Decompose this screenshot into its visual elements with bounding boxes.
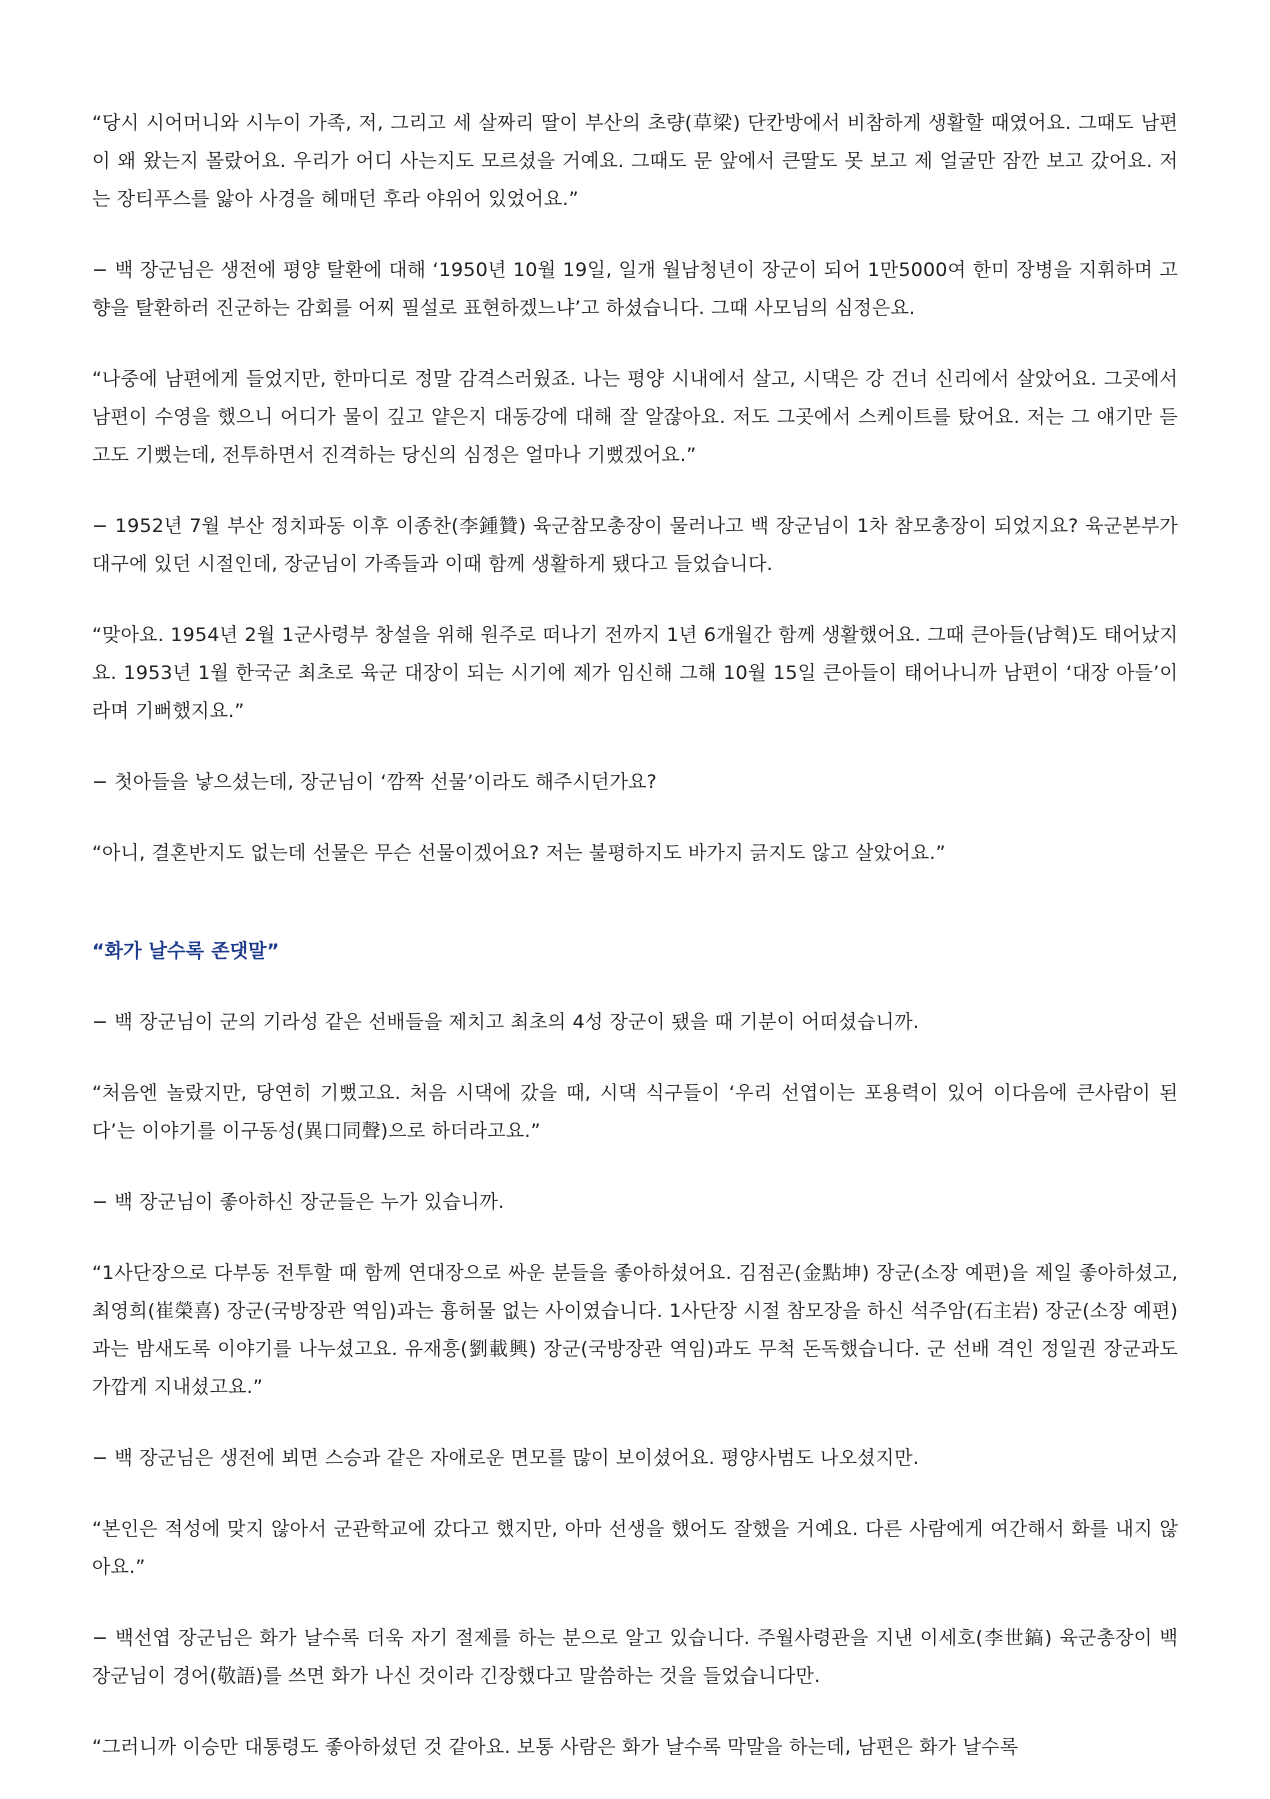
paragraph-answer-busan: “당시 시어머니와 시누이 가족, 저, 그리고 세 살짜리 딸이 부산의 초량(草梁) 단칸방에서 비참하게 생활할 때였어요. 그때도 남편이 왜 왔는지 몰랐어요. 우리가 어디 사는지도 모르셨을 거예요. 그때도 문 앞에서 큰딸도 못 보고 제 얼굴만 잠깐 보고 갔어요. 저는 장티푸스를 앓아 사경을 헤매던 후라 야위어 있었어요.” (92, 112, 1178, 210)
paragraph-answer-favorite-generals: “1사단장으로 다부동 전투할 때 함께 연대장으로 싸운 분들을 좋아하셨어요. 김점곤(金點坤) 장군(소장 예편)을 제일 좋아하셨고, 최영희(崔榮喜) 장군(국방장관 역임)과는 흉허물 없는 사이였습니다. 1사단장 시절 참모장을 하신 석주암(石主岩) 장군(소장 예편)과는 밤새도록 이야기를 나누셨고요. 유재흥(劉載興) 장군(국방장관 역임)과도 무척 돈독했습니다. 군 선배 격인 정일권 장군과도 가깝게 지내셨고요.” (92, 1262, 1178, 1398)
paragraph-question-pyongyang: − 백 장군님은 생전에 평양 탈환에 대해 ‘1950년 10월 19일, 일개 월남청년이 장군이 되어 1만5000여 한미 장병을 지휘하며 고향을 탈환하러 진군하는 감회를 어찌 필설로 표현하겠느냐’고 하셨습니다. 그때 사모님의 심정은요. (92, 259, 1178, 319)
paragraph-question-favorite-generals: − 백 장군님이 좋아하신 장군들은 누가 있습니까. (92, 1191, 505, 1213)
document-page (92, 104, 1178, 1799)
paragraph-question-self-control: − 백선엽 장군님은 화가 날수록 더욱 자기 절제를 하는 분으로 알고 있습니다. 주월사령관을 지낸 이세호(李世鎬) 육군총장이 백 장군님이 경어(敬語)를 쓰면 화가 나신 것이라 긴장했다고 말씀하는 것을 들었습니다만. (92, 1627, 1178, 1687)
paragraph-question-chief-of-staff: − 1952년 7월 부산 정치파동 이후 이종찬(李鍾贊) 육군참모총장이 물러나고 백 장군님이 1차 참모총장이 되었지요? 육군본부가 대구에 있던 시절인데, 장군님이 가족들과 이때 함께 생활하게 됐다고 들었습니다. (92, 515, 1178, 575)
paragraph-answer-first-son: “맞아요. 1954년 2월 1군사령부 창설을 위해 원주로 떠나기 전까지 1년 6개월간 함께 생활했어요. 그때 큰아들(남혁)도 태어났지요. 1953년 1월 한국군 최초로 육군 대장이 되는 시기에 제가 임신해 그해 10월 15일 큰아들이 태어나니까 남편이 ‘대장 아들’이라며 기뻐했지요.” (92, 624, 1178, 722)
paragraph-answer-four-star: “처음엔 놀랐지만, 당연히 기뻤고요. 처음 시댁에 갔을 때, 시댁 식구들이 ‘우리 선엽이는 포용력이 있어 이다음에 큰사람이 된다’는 이야기를 이구동성(異口同聲)으로 하더라고요.” (92, 1082, 1178, 1142)
paragraph-answer-rhee: “그러니까 이승만 대통령도 좋아하셨던 것 같아요. 보통 사람은 화가 날수록 막말을 하는데, 남편은 화가 날수록 (92, 1736, 1019, 1758)
paragraph-answer-teacher: “본인은 적성에 맞지 않아서 군관학교에 갔다고 했지만, 아마 선생을 했어도 잘했을 거예요. 다른 사람에게 여간해서 화를 내지 않아요.” (92, 1518, 1178, 1578)
paragraph-answer-daedong: “나중에 남편에게 들었지만, 한마디로 정말 감격스러웠죠. 나는 평양 시내에서 살고, 시댁은 강 건너 신리에서 살았어요. 그곳에서 남편이 수영을 했으니 어디가 물이 깊고 얕은지 대동강에 대해 잘 알잖아요. 저도 그곳에서 스케이트를 탔어요. 저는 그 얘기만 듣고도 기뻤는데, 전투하면서 진격하는 당신의 심정은 얼마나 기뻤겠어요.” (92, 368, 1178, 466)
paragraph-answer-gift: “아니, 결혼반지도 없는데 선물은 무슨 선물이겠어요? 저는 불평하지도 바가지 긁지도 않고 살았어요.” (92, 842, 946, 864)
paragraph-question-gift: − 첫아들을 낳으셨는데, 장군님이 ‘깜짝 선물’이라도 해주시던가요? (92, 771, 657, 793)
paragraph-question-teacher: − 백 장군님은 생전에 뵈면 스승과 같은 자애로운 면모를 많이 보이셨어요. 평양사범도 나오셨지만. (92, 1447, 920, 1469)
paragraph-question-four-star: − 백 장군님이 군의 기라성 같은 선배들을 제치고 최초의 4성 장군이 됐을 때 기분이 어떠셨습니까. (92, 1011, 920, 1033)
section-heading: “화가 날수록 존댓말” (92, 940, 280, 962)
